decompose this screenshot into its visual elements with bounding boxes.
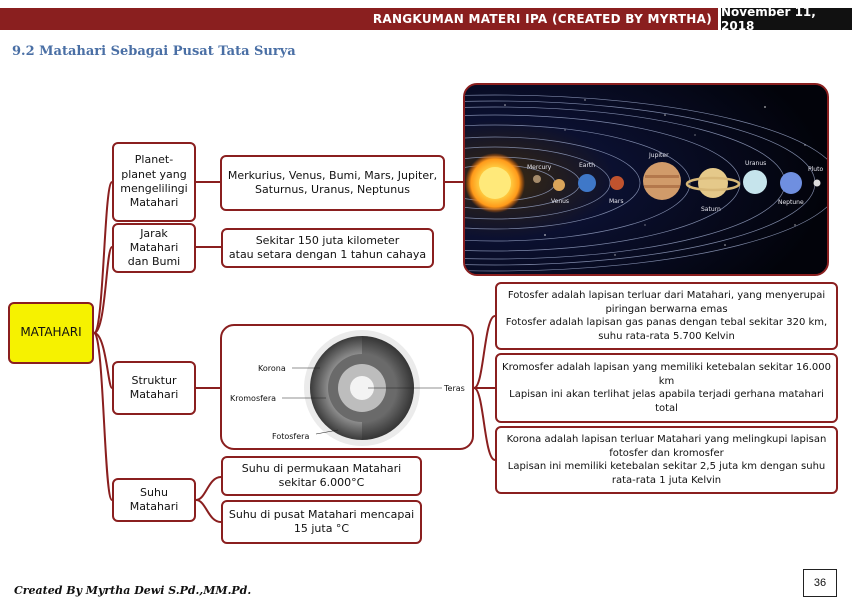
korona-text-2: Lapisan ini memiliki ketebalan sekitar 2,5 juta km dengan suhu rata-rata 1 juta Kelvin xyxy=(507,461,826,486)
korona-text-1: Korona adalah lapisan terluar Matahari yang melingkupi lapisan fotosfer dan kromosfer xyxy=(506,434,827,459)
label-mercury: Mercury xyxy=(527,164,552,171)
label-earth: Earth xyxy=(579,162,596,169)
mercury-icon xyxy=(533,175,541,183)
pluto-icon xyxy=(814,180,821,187)
footer-author: Created By Myrtha Dewi S.Pd.,MM.Pd. xyxy=(14,584,252,597)
label-fotosfera: Fotosfera xyxy=(272,432,310,441)
label-mars: Mars xyxy=(609,198,624,205)
connector-temp-core xyxy=(196,500,221,522)
label-kromosfera: Kromosfera xyxy=(230,394,277,403)
venus-icon xyxy=(553,179,565,191)
node-korona xyxy=(495,426,838,494)
label-uranus: Uranus xyxy=(745,160,767,167)
uranus-icon xyxy=(743,170,767,194)
header-title: RANGKUMAN MATERI IPA (CREATED BY MYRTHA) xyxy=(372,12,712,26)
node-distance-label: Jarak Matahari dan Bumi xyxy=(112,223,196,273)
connector-temperature xyxy=(94,333,112,500)
connector-fotosfer xyxy=(474,316,495,388)
label-neptune: Neptune xyxy=(778,199,804,206)
header-date: November 11, 2018 xyxy=(721,5,816,33)
label-korona: Korona xyxy=(258,364,286,373)
label-venus: Venus xyxy=(551,198,570,205)
label-teras: Teras xyxy=(444,384,465,393)
node-temperature-label: Suhu Matahari xyxy=(112,478,196,522)
node-kromosfer xyxy=(495,353,838,423)
distance-line-1: Sekitar 150 juta kilometer xyxy=(255,233,400,247)
node-structure-label: Struktur Matahari xyxy=(112,361,196,415)
fotosfer-text-1: Fotosfer adalah lapisan terluar dari Matahari, yang menyerupai piringan berwarna emas xyxy=(507,290,826,315)
node-distance-detail xyxy=(221,228,434,268)
kromosfer-text-1: Kromosfer adalah lapisan yang memiliki ketebalan sekitar 16.000 km xyxy=(502,362,831,387)
sun-cross-section-illustration xyxy=(222,326,472,448)
label-jupiter: Jupiter xyxy=(649,152,669,159)
page-number: 36 xyxy=(803,569,837,597)
connector-temp-surface xyxy=(196,477,221,500)
saturn-icon xyxy=(698,168,728,198)
label-pluto: Pluto xyxy=(808,166,824,173)
node-planets-label: Planet-planet yang mengelilingi Matahari xyxy=(112,142,196,222)
center-node-matahari: MATAHARI xyxy=(8,302,94,364)
node-fotosfer xyxy=(495,282,838,350)
label-saturn: Saturn xyxy=(701,206,721,213)
section-title: 9.2 Matahari Sebagai Pusat Tata Surya xyxy=(12,44,296,59)
node-temp-surface: Suhu di permukaan Matahari sekitar 6.000°C xyxy=(221,456,422,496)
distance-line-2: atau setara dengan 1 tahun cahaya xyxy=(228,248,427,261)
solar-system-illustration xyxy=(465,85,827,274)
neptune-icon xyxy=(780,172,802,194)
earth-icon xyxy=(578,174,596,192)
connector-korona xyxy=(474,388,495,460)
node-temp-core: Suhu di pusat Matahari mencapai 15 juta °C xyxy=(221,500,422,544)
fotosfer-text-2: Fotosfer adalah lapisan gas panas dengan tebal sekitar 320 km, suhu rata-rata 5.700 Kelvin xyxy=(505,317,828,342)
node-planets-detail: Merkurius, Venus, Bumi, Mars, Jupiter, Saturnus, Uranus, Neptunus xyxy=(220,155,445,211)
sun-structure-image xyxy=(220,324,474,450)
jupiter-icon xyxy=(643,162,681,200)
mars-icon xyxy=(610,176,624,190)
solar-system-image xyxy=(463,83,829,276)
kromosfer-text-2: Lapisan ini akan terlihat jelas apabila terjadi gerhana matahari total xyxy=(509,389,824,414)
